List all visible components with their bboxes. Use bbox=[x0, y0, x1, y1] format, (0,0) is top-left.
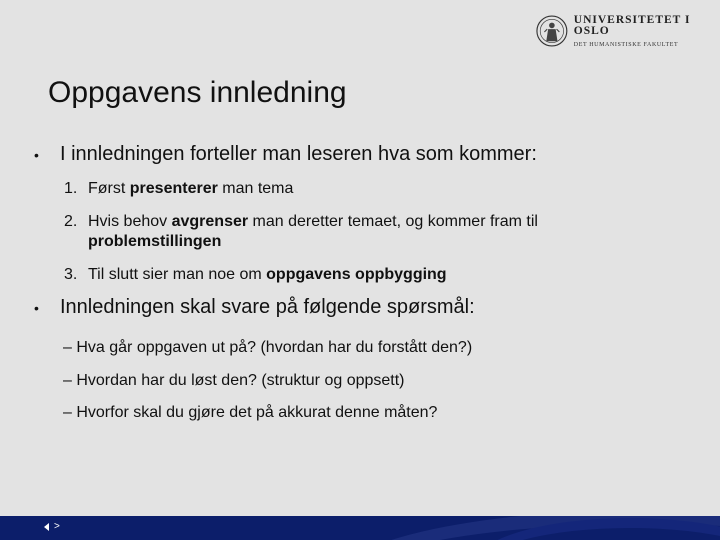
item-text: man tema bbox=[217, 180, 294, 197]
footer-bar bbox=[0, 516, 720, 540]
slide-navigation[interactable] bbox=[44, 521, 60, 532]
slide-title: Oppgavens innledning bbox=[48, 76, 347, 109]
item-bold-text: oppgavens oppbygging bbox=[266, 266, 447, 283]
university-logo bbox=[536, 14, 720, 48]
item-number: 3. bbox=[64, 266, 78, 283]
numbered-item bbox=[64, 212, 664, 252]
item-number: 2. bbox=[64, 213, 78, 230]
numbered-item bbox=[64, 179, 293, 199]
numbered-item bbox=[64, 265, 447, 285]
bullet-text: Innledningen skal svare på følgende spørsmål: bbox=[60, 296, 475, 318]
university-name: UNIVERSITETET I OSLO bbox=[573, 13, 691, 37]
bullet-text: I innledningen forteller man leseren hva som kommer: bbox=[60, 143, 537, 165]
faculty-name: DET HUMANISTISKE FAKULTET bbox=[573, 41, 679, 48]
sub-item: – Hva går oppgaven ut på? (hvordan har du forstått den?) bbox=[63, 339, 473, 356]
item-text: man deretter temaet, og kommer fram til bbox=[248, 213, 538, 230]
item-text: Til slutt sier man noe om bbox=[88, 266, 267, 283]
bullet-icon: • bbox=[34, 147, 39, 163]
bullet-point bbox=[34, 296, 475, 319]
sub-item: – Hvorfor skal du gjøre det på akkurat denne måten? bbox=[63, 404, 438, 421]
item-text: Først bbox=[88, 180, 130, 197]
item-text: Hvis behov bbox=[88, 213, 172, 230]
university-seal-icon bbox=[536, 14, 568, 48]
sub-item: – Hvordan har du løst den? (struktur og oppsett) bbox=[63, 372, 405, 389]
item-number: 1. bbox=[64, 180, 78, 197]
bullet-point bbox=[34, 143, 537, 166]
item-bold-text: presenterer bbox=[129, 180, 218, 197]
item-bold-text: problemstillingen bbox=[88, 233, 222, 250]
triangle-left-icon bbox=[44, 523, 49, 531]
page-number: > bbox=[54, 521, 60, 532]
bullet-icon: • bbox=[34, 300, 39, 316]
item-bold-text: avgrenser bbox=[171, 213, 249, 230]
